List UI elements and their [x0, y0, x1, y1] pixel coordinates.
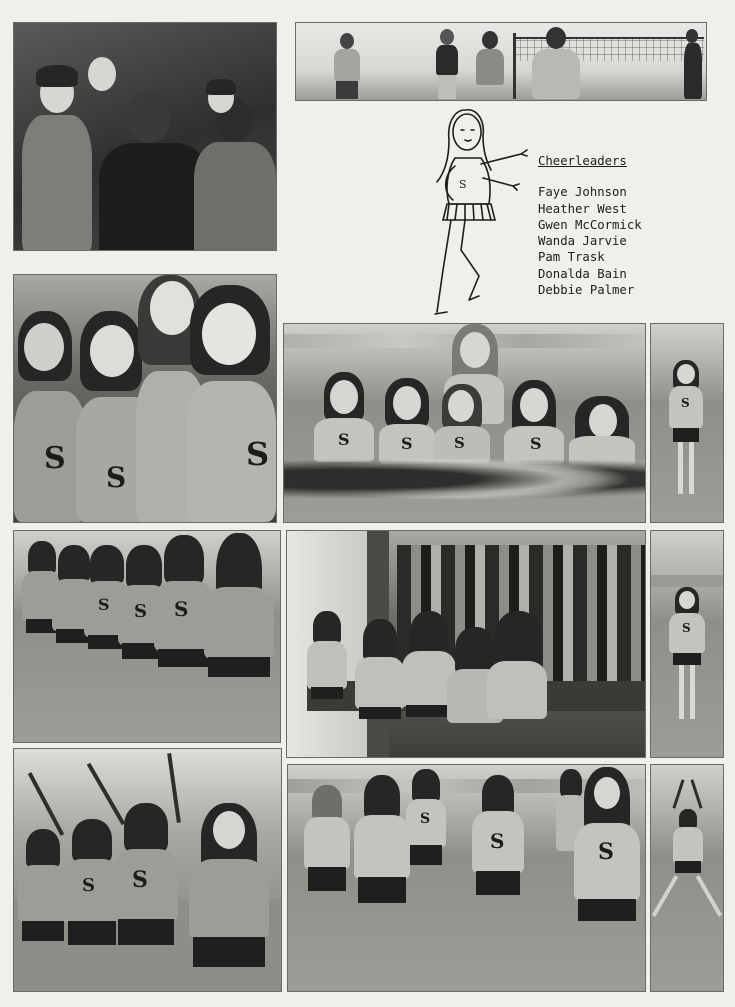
- cheerleader-figure: [64, 809, 120, 989]
- photo-cheerleaders-field-group: [283, 323, 646, 523]
- cheerleader-figure: [304, 785, 350, 955]
- sweater-letter: S: [490, 829, 505, 853]
- cheerleader-figure: [472, 775, 524, 965]
- player-figure: [434, 29, 460, 99]
- sweater-letter: S: [401, 434, 413, 453]
- sweater-letter: S: [682, 621, 691, 635]
- student-figure: [99, 93, 209, 251]
- cheerleader-figure: [669, 587, 705, 747]
- player-figure: [684, 29, 702, 99]
- sweater-letter: S: [106, 461, 127, 494]
- sweater-letter: S: [598, 839, 614, 865]
- photo-cheerleaders-indoor: [286, 530, 646, 758]
- sweater-letter: S: [98, 595, 110, 614]
- cheerleader-figure: [673, 779, 703, 939]
- roster-name: Gwen McCormick: [538, 217, 642, 232]
- cheerleader-figure: [189, 789, 269, 991]
- sweater-letter: S: [681, 396, 690, 410]
- cheerleader-figure: [434, 384, 490, 464]
- sweater-letter: S: [174, 597, 189, 621]
- roster-name: Heather West: [538, 201, 627, 216]
- cheerleader-figure: [314, 372, 374, 462]
- roster-name: Debbie Palmer: [538, 283, 635, 298]
- photo-cheerleader-jump: [650, 764, 724, 992]
- sweater-letter: S: [134, 601, 147, 622]
- cheerleader-figure: [487, 611, 547, 751]
- sweater-letter: S: [82, 875, 95, 896]
- pom-poms: [284, 456, 645, 502]
- photo-volleyball-gym: [295, 22, 707, 101]
- student-figure: [84, 53, 124, 103]
- sweater-letter: S: [44, 441, 66, 476]
- student-figure: [22, 63, 92, 251]
- photo-cheerleaders-arms-up: [13, 748, 282, 992]
- sweater-letter: S: [338, 430, 350, 449]
- sweater-letter: S: [132, 867, 148, 893]
- photo-cheerleaders-closeup: [13, 274, 277, 523]
- svg-text:S: S: [459, 178, 467, 191]
- cheerleader-roster: [538, 153, 723, 298]
- photo-cheerleader-standing: [650, 323, 724, 523]
- photo-cheerleaders-walking: [287, 764, 646, 992]
- student-figure: [204, 79, 244, 119]
- player-figure: [332, 33, 362, 99]
- sweater-letter: S: [420, 811, 431, 827]
- sweater-letter: S: [246, 435, 270, 473]
- cheerleader-figure: [18, 829, 68, 989]
- cheerleader-figure: [379, 378, 435, 464]
- photo-students-group: [13, 22, 277, 251]
- cheerleader-figure: [307, 611, 347, 731]
- sweater-letter: S: [454, 434, 465, 452]
- roster-title: Cheerleaders: [538, 154, 627, 168]
- cheerleader-drawing-icon: [425, 100, 545, 325]
- cheerleader-figure: [406, 769, 446, 939]
- roster-name: Faye Johnson: [538, 185, 627, 200]
- roster-name: Wanda Jarvie: [538, 234, 627, 249]
- sweater-letter: S: [530, 434, 542, 453]
- cheerleader-figure: [186, 285, 276, 522]
- player-figure: [474, 31, 506, 99]
- cheerleader-figure: [204, 533, 274, 738]
- student-figure: [194, 98, 276, 251]
- photo-cheerleader-pompom: [650, 530, 724, 758]
- cheerleader-figure: [354, 775, 410, 975]
- cheerleader-figure: [355, 619, 405, 749]
- player-figure: [532, 27, 580, 99]
- cheerleader-figure: [669, 360, 703, 500]
- cheerleader-figure: [504, 380, 564, 464]
- roster-name: Donalda Bain: [538, 266, 627, 281]
- photo-cheerleaders-line: [13, 530, 281, 743]
- roster-name: Pam Trask: [538, 250, 605, 265]
- cheerleader-figure: [574, 767, 640, 987]
